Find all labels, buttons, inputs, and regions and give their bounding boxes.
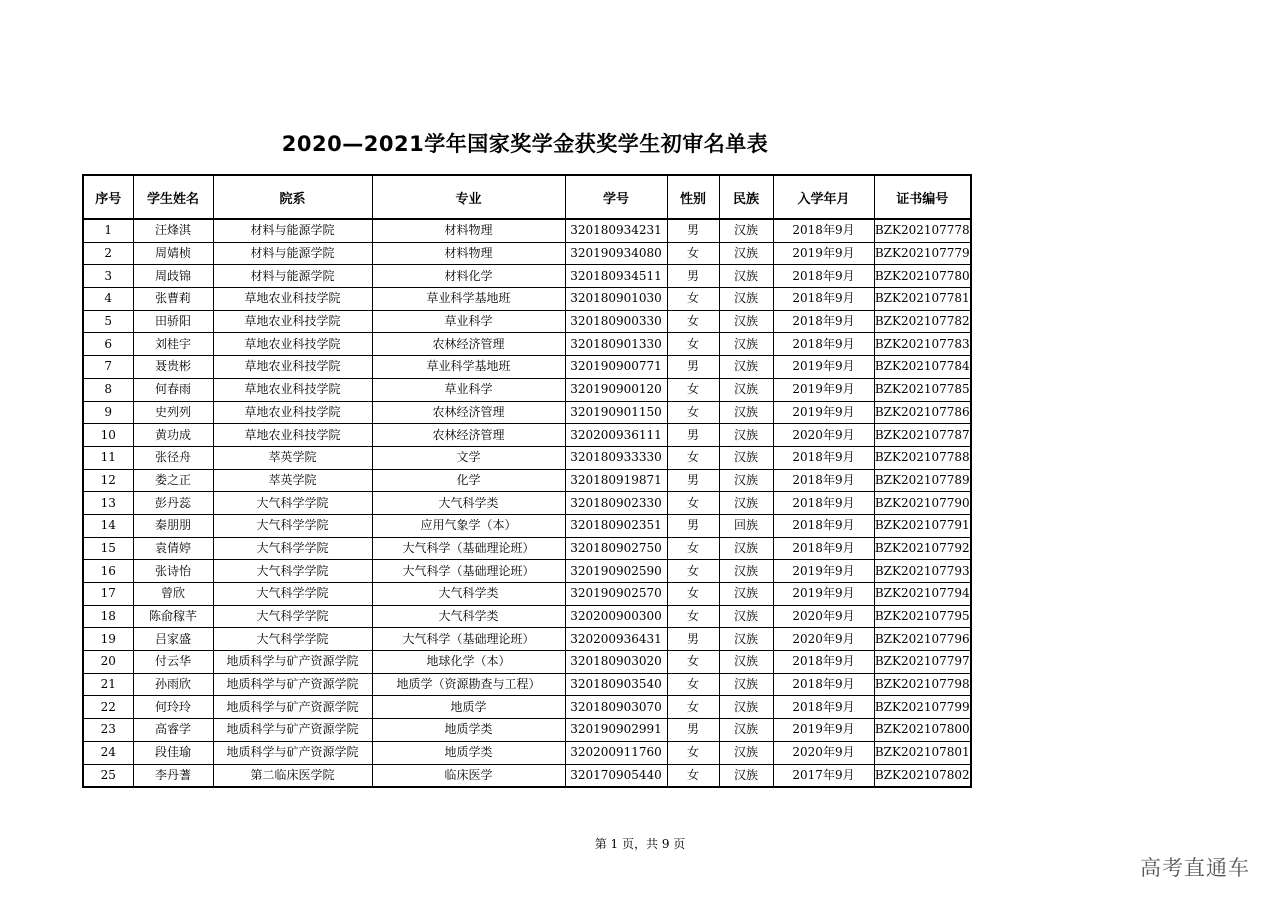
cell-gender: 女 bbox=[667, 242, 719, 265]
table-row bbox=[83, 560, 971, 583]
cell-major: 大气科学类 bbox=[372, 492, 565, 515]
cell-enrollment-date: 2018年9月 bbox=[773, 310, 874, 333]
cell-student-id: 320180919871 bbox=[565, 469, 667, 492]
cell-ethnicity: 汉族 bbox=[719, 628, 773, 651]
table-row bbox=[83, 492, 971, 515]
cell-department: 大气科学学院 bbox=[213, 560, 372, 583]
cell-major: 大气科学类 bbox=[372, 605, 565, 628]
cell-department: 草地农业科技学院 bbox=[213, 288, 372, 311]
cell-enrollment-date: 2020年9月 bbox=[773, 741, 874, 764]
cell-index: 15 bbox=[83, 537, 133, 560]
cell-index: 10 bbox=[83, 424, 133, 447]
table-body bbox=[83, 219, 971, 787]
cell-major: 化学 bbox=[372, 469, 565, 492]
watermark-logo-text: 高考直通车 bbox=[1140, 856, 1250, 880]
cell-index: 24 bbox=[83, 741, 133, 764]
cell-enrollment-date: 2020年9月 bbox=[773, 424, 874, 447]
cell-student-id: 320180934231 bbox=[565, 219, 667, 242]
cell-ethnicity: 汉族 bbox=[719, 378, 773, 401]
cell-enrollment-date: 2018年9月 bbox=[773, 333, 874, 356]
cell-department: 大气科学学院 bbox=[213, 492, 372, 515]
cell-major: 草业科学基地班 bbox=[372, 288, 565, 311]
cell-certificate-no: BZK202107780 bbox=[874, 265, 971, 288]
cell-index: 2 bbox=[83, 242, 133, 265]
cell-enrollment-date: 2020年9月 bbox=[773, 605, 874, 628]
cell-index: 23 bbox=[83, 719, 133, 742]
cell-name: 聂贵彬 bbox=[133, 356, 213, 379]
cell-major: 农林经济管理 bbox=[372, 401, 565, 424]
cell-student-id: 320180902750 bbox=[565, 537, 667, 560]
cell-gender: 女 bbox=[667, 673, 719, 696]
cell-index: 6 bbox=[83, 333, 133, 356]
cell-ethnicity: 汉族 bbox=[719, 242, 773, 265]
cell-ethnicity: 汉族 bbox=[719, 537, 773, 560]
cell-gender: 女 bbox=[667, 560, 719, 583]
cell-gender: 男 bbox=[667, 628, 719, 651]
cell-gender: 女 bbox=[667, 288, 719, 311]
cell-certificate-no: BZK202107789 bbox=[874, 469, 971, 492]
cell-name: 汪烽淇 bbox=[133, 219, 213, 242]
table-row bbox=[83, 719, 971, 742]
cell-enrollment-date: 2018年9月 bbox=[773, 265, 874, 288]
cell-student-id: 320190902991 bbox=[565, 719, 667, 742]
cell-index: 13 bbox=[83, 492, 133, 515]
cell-certificate-no: BZK202107794 bbox=[874, 583, 971, 606]
cell-certificate-no: BZK202107801 bbox=[874, 741, 971, 764]
column-header-name: 学生姓名 bbox=[133, 175, 213, 219]
cell-enrollment-date: 2019年9月 bbox=[773, 719, 874, 742]
cell-department: 地质科学与矿产资源学院 bbox=[213, 651, 372, 674]
table-row bbox=[83, 673, 971, 696]
cell-certificate-no: BZK202107778 bbox=[874, 219, 971, 242]
cell-index: 18 bbox=[83, 605, 133, 628]
cell-major: 农林经济管理 bbox=[372, 333, 565, 356]
cell-enrollment-date: 2019年9月 bbox=[773, 242, 874, 265]
cell-index: 12 bbox=[83, 469, 133, 492]
cell-department: 大气科学学院 bbox=[213, 537, 372, 560]
cell-gender: 男 bbox=[667, 265, 719, 288]
cell-index: 20 bbox=[83, 651, 133, 674]
cell-major: 草业科学 bbox=[372, 310, 565, 333]
cell-major: 草业科学基地班 bbox=[372, 356, 565, 379]
table-row bbox=[83, 265, 971, 288]
cell-gender: 女 bbox=[667, 378, 719, 401]
cell-major: 地质学类 bbox=[372, 719, 565, 742]
cell-index: 21 bbox=[83, 673, 133, 696]
cell-department: 材料与能源学院 bbox=[213, 265, 372, 288]
cell-name: 段佳瑜 bbox=[133, 741, 213, 764]
cell-student-id: 320180934511 bbox=[565, 265, 667, 288]
cell-name: 田骄阳 bbox=[133, 310, 213, 333]
cell-department: 材料与能源学院 bbox=[213, 219, 372, 242]
cell-student-id: 320190902590 bbox=[565, 560, 667, 583]
cell-department: 大气科学学院 bbox=[213, 583, 372, 606]
cell-name: 刘桂宇 bbox=[133, 333, 213, 356]
cell-ethnicity: 汉族 bbox=[719, 219, 773, 242]
cell-certificate-no: BZK202107792 bbox=[874, 537, 971, 560]
cell-name: 袁倩婷 bbox=[133, 537, 213, 560]
cell-enrollment-date: 2019年9月 bbox=[773, 560, 874, 583]
cell-gender: 女 bbox=[667, 446, 719, 469]
table-row bbox=[83, 764, 971, 787]
cell-department: 草地农业科技学院 bbox=[213, 310, 372, 333]
cell-ethnicity: 汉族 bbox=[719, 492, 773, 515]
column-header-enrollment-date: 入学年月 bbox=[773, 175, 874, 219]
cell-name: 何玲玲 bbox=[133, 696, 213, 719]
cell-name: 张诗怡 bbox=[133, 560, 213, 583]
cell-certificate-no: BZK202107783 bbox=[874, 333, 971, 356]
cell-major: 材料化学 bbox=[372, 265, 565, 288]
cell-certificate-no: BZK202107784 bbox=[874, 356, 971, 379]
column-header-major: 专业 bbox=[372, 175, 565, 219]
cell-name: 李丹蓍 bbox=[133, 764, 213, 787]
table-row bbox=[83, 651, 971, 674]
table-row bbox=[83, 401, 971, 424]
cell-gender: 男 bbox=[667, 424, 719, 447]
cell-ethnicity: 汉族 bbox=[719, 764, 773, 787]
cell-name: 高睿学 bbox=[133, 719, 213, 742]
cell-enrollment-date: 2018年9月 bbox=[773, 469, 874, 492]
table-row bbox=[83, 378, 971, 401]
cell-name: 秦朋朋 bbox=[133, 514, 213, 537]
cell-major: 应用气象学（本） bbox=[372, 514, 565, 537]
cell-index: 1 bbox=[83, 219, 133, 242]
table-row bbox=[83, 288, 971, 311]
cell-index: 7 bbox=[83, 356, 133, 379]
cell-enrollment-date: 2018年9月 bbox=[773, 537, 874, 560]
cell-enrollment-date: 2019年9月 bbox=[773, 401, 874, 424]
table-row bbox=[83, 583, 971, 606]
cell-ethnicity: 汉族 bbox=[719, 583, 773, 606]
cell-enrollment-date: 2019年9月 bbox=[773, 378, 874, 401]
cell-certificate-no: BZK202107793 bbox=[874, 560, 971, 583]
cell-ethnicity: 汉族 bbox=[719, 719, 773, 742]
cell-gender: 女 bbox=[667, 583, 719, 606]
cell-certificate-no: BZK202107782 bbox=[874, 310, 971, 333]
cell-enrollment-date: 2018年9月 bbox=[773, 288, 874, 311]
cell-ethnicity: 汉族 bbox=[719, 333, 773, 356]
page-title: 2020—2021学年国家奖学金获奖学生初审名单表 bbox=[281, 132, 769, 156]
cell-gender: 女 bbox=[667, 764, 719, 787]
cell-student-id: 320180902330 bbox=[565, 492, 667, 515]
cell-name: 黄功成 bbox=[133, 424, 213, 447]
cell-gender: 女 bbox=[667, 537, 719, 560]
cell-enrollment-date: 2019年9月 bbox=[773, 583, 874, 606]
cell-student-id: 320180900330 bbox=[565, 310, 667, 333]
table-row bbox=[83, 356, 971, 379]
table-row bbox=[83, 696, 971, 719]
cell-index: 5 bbox=[83, 310, 133, 333]
cell-department: 地质科学与矿产资源学院 bbox=[213, 673, 372, 696]
table-row bbox=[83, 741, 971, 764]
cell-department: 草地农业科技学院 bbox=[213, 356, 372, 379]
cell-index: 17 bbox=[83, 583, 133, 606]
cell-major: 大气科学（基础理论班） bbox=[372, 560, 565, 583]
cell-gender: 女 bbox=[667, 696, 719, 719]
cell-ethnicity: 回族 bbox=[719, 514, 773, 537]
cell-enrollment-date: 2017年9月 bbox=[773, 764, 874, 787]
cell-gender: 女 bbox=[667, 401, 719, 424]
cell-student-id: 320190900120 bbox=[565, 378, 667, 401]
cell-certificate-no: BZK202107787 bbox=[874, 424, 971, 447]
cell-gender: 女 bbox=[667, 741, 719, 764]
cell-student-id: 320200911760 bbox=[565, 741, 667, 764]
cell-enrollment-date: 2018年9月 bbox=[773, 446, 874, 469]
cell-name: 彭丹蕊 bbox=[133, 492, 213, 515]
column-header-department: 院系 bbox=[213, 175, 372, 219]
cell-enrollment-date: 2018年9月 bbox=[773, 492, 874, 515]
cell-name: 张径舟 bbox=[133, 446, 213, 469]
cell-certificate-no: BZK202107797 bbox=[874, 651, 971, 674]
cell-index: 4 bbox=[83, 288, 133, 311]
cell-gender: 男 bbox=[667, 469, 719, 492]
cell-ethnicity: 汉族 bbox=[719, 605, 773, 628]
cell-name: 周婧桢 bbox=[133, 242, 213, 265]
cell-gender: 男 bbox=[667, 514, 719, 537]
cell-department: 第二临床医学院 bbox=[213, 764, 372, 787]
cell-index: 22 bbox=[83, 696, 133, 719]
cell-certificate-no: BZK202107779 bbox=[874, 242, 971, 265]
cell-student-id: 320190901150 bbox=[565, 401, 667, 424]
cell-index: 25 bbox=[83, 764, 133, 787]
cell-major: 大气科学（基础理论班） bbox=[372, 628, 565, 651]
cell-major: 地质学（资源勘查与工程） bbox=[372, 673, 565, 696]
cell-gender: 女 bbox=[667, 333, 719, 356]
cell-student-id: 320180901030 bbox=[565, 288, 667, 311]
cell-department: 地质科学与矿产资源学院 bbox=[213, 696, 372, 719]
column-header-certificate-no: 证书编号 bbox=[874, 175, 971, 219]
cell-student-id: 320200936431 bbox=[565, 628, 667, 651]
cell-ethnicity: 汉族 bbox=[719, 469, 773, 492]
cell-student-id: 320180903020 bbox=[565, 651, 667, 674]
column-header-ethnicity: 民族 bbox=[719, 175, 773, 219]
table-row bbox=[83, 446, 971, 469]
cell-enrollment-date: 2018年9月 bbox=[773, 514, 874, 537]
cell-certificate-no: BZK202107791 bbox=[874, 514, 971, 537]
table-row bbox=[83, 514, 971, 537]
cell-ethnicity: 汉族 bbox=[719, 401, 773, 424]
cell-major: 材料物理 bbox=[372, 219, 565, 242]
table-row bbox=[83, 537, 971, 560]
cell-ethnicity: 汉族 bbox=[719, 673, 773, 696]
cell-ethnicity: 汉族 bbox=[719, 265, 773, 288]
cell-department: 地质科学与矿产资源学院 bbox=[213, 719, 372, 742]
table-row bbox=[83, 469, 971, 492]
cell-index: 11 bbox=[83, 446, 133, 469]
cell-major: 草业科学 bbox=[372, 378, 565, 401]
cell-name: 周歧锦 bbox=[133, 265, 213, 288]
cell-ethnicity: 汉族 bbox=[719, 696, 773, 719]
cell-student-id: 320180902351 bbox=[565, 514, 667, 537]
cell-department: 材料与能源学院 bbox=[213, 242, 372, 265]
cell-major: 大气科学类 bbox=[372, 583, 565, 606]
cell-department: 萃英学院 bbox=[213, 446, 372, 469]
cell-gender: 男 bbox=[667, 219, 719, 242]
page-number: 第 1 页，共 9 页 bbox=[594, 837, 686, 851]
award-roster-table bbox=[82, 174, 972, 788]
cell-index: 16 bbox=[83, 560, 133, 583]
cell-student-id: 320180903070 bbox=[565, 696, 667, 719]
cell-major: 临床医学 bbox=[372, 764, 565, 787]
cell-department: 草地农业科技学院 bbox=[213, 401, 372, 424]
cell-gender: 女 bbox=[667, 310, 719, 333]
cell-index: 3 bbox=[83, 265, 133, 288]
table-row bbox=[83, 333, 971, 356]
cell-ethnicity: 汉族 bbox=[719, 741, 773, 764]
column-header-student-id: 学号 bbox=[565, 175, 667, 219]
cell-department: 草地农业科技学院 bbox=[213, 378, 372, 401]
cell-department: 草地农业科技学院 bbox=[213, 333, 372, 356]
cell-student-id: 320180901330 bbox=[565, 333, 667, 356]
cell-student-id: 320200900300 bbox=[565, 605, 667, 628]
cell-ethnicity: 汉族 bbox=[719, 560, 773, 583]
cell-major: 文学 bbox=[372, 446, 565, 469]
cell-major: 地质学类 bbox=[372, 741, 565, 764]
cell-name: 孙雨欣 bbox=[133, 673, 213, 696]
cell-student-id: 320190900771 bbox=[565, 356, 667, 379]
cell-department: 地质科学与矿产资源学院 bbox=[213, 741, 372, 764]
cell-certificate-no: BZK202107798 bbox=[874, 673, 971, 696]
cell-department: 萃英学院 bbox=[213, 469, 372, 492]
cell-gender: 女 bbox=[667, 605, 719, 628]
cell-gender: 男 bbox=[667, 356, 719, 379]
cell-student-id: 320180933330 bbox=[565, 446, 667, 469]
cell-name: 张曹莉 bbox=[133, 288, 213, 311]
cell-name: 娄之正 bbox=[133, 469, 213, 492]
cell-department: 大气科学学院 bbox=[213, 514, 372, 537]
cell-student-id: 320190934080 bbox=[565, 242, 667, 265]
cell-department: 大气科学学院 bbox=[213, 605, 372, 628]
cell-certificate-no: BZK202107796 bbox=[874, 628, 971, 651]
cell-name: 何春雨 bbox=[133, 378, 213, 401]
cell-gender: 男 bbox=[667, 719, 719, 742]
cell-department: 大气科学学院 bbox=[213, 628, 372, 651]
table-row bbox=[83, 424, 971, 447]
table-row bbox=[83, 605, 971, 628]
table-row bbox=[83, 310, 971, 333]
cell-certificate-no: BZK202107788 bbox=[874, 446, 971, 469]
cell-name: 曾欣 bbox=[133, 583, 213, 606]
cell-certificate-no: BZK202107786 bbox=[874, 401, 971, 424]
cell-index: 19 bbox=[83, 628, 133, 651]
cell-enrollment-date: 2020年9月 bbox=[773, 628, 874, 651]
cell-enrollment-date: 2018年9月 bbox=[773, 219, 874, 242]
cell-certificate-no: BZK202107800 bbox=[874, 719, 971, 742]
cell-ethnicity: 汉族 bbox=[719, 356, 773, 379]
cell-major: 地质学 bbox=[372, 696, 565, 719]
cell-name: 史列列 bbox=[133, 401, 213, 424]
table-row bbox=[83, 219, 971, 242]
column-header-gender: 性别 bbox=[667, 175, 719, 219]
cell-ethnicity: 汉族 bbox=[719, 424, 773, 447]
cell-enrollment-date: 2018年9月 bbox=[773, 696, 874, 719]
cell-ethnicity: 汉族 bbox=[719, 651, 773, 674]
cell-certificate-no: BZK202107785 bbox=[874, 378, 971, 401]
cell-student-id: 320180903540 bbox=[565, 673, 667, 696]
cell-certificate-no: BZK202107802 bbox=[874, 764, 971, 787]
cell-department: 草地农业科技学院 bbox=[213, 424, 372, 447]
cell-gender: 女 bbox=[667, 651, 719, 674]
cell-student-id: 320200936111 bbox=[565, 424, 667, 447]
cell-ethnicity: 汉族 bbox=[719, 310, 773, 333]
cell-certificate-no: BZK202107795 bbox=[874, 605, 971, 628]
cell-enrollment-date: 2019年9月 bbox=[773, 356, 874, 379]
cell-name: 陈俞稼芊 bbox=[133, 605, 213, 628]
cell-gender: 女 bbox=[667, 492, 719, 515]
cell-student-id: 320170905440 bbox=[565, 764, 667, 787]
cell-major: 材料物理 bbox=[372, 242, 565, 265]
cell-enrollment-date: 2018年9月 bbox=[773, 673, 874, 696]
cell-index: 8 bbox=[83, 378, 133, 401]
column-header-index: 序号 bbox=[83, 175, 133, 219]
cell-certificate-no: BZK202107799 bbox=[874, 696, 971, 719]
cell-certificate-no: BZK202107790 bbox=[874, 492, 971, 515]
cell-ethnicity: 汉族 bbox=[719, 446, 773, 469]
cell-major: 地球化学（本） bbox=[372, 651, 565, 674]
cell-major: 大气科学（基础理论班） bbox=[372, 537, 565, 560]
cell-student-id: 320190902570 bbox=[565, 583, 667, 606]
cell-name: 付云华 bbox=[133, 651, 213, 674]
cell-index: 14 bbox=[83, 514, 133, 537]
table-row bbox=[83, 242, 971, 265]
cell-ethnicity: 汉族 bbox=[719, 288, 773, 311]
cell-certificate-no: BZK202107781 bbox=[874, 288, 971, 311]
cell-major: 农林经济管理 bbox=[372, 424, 565, 447]
table-row bbox=[83, 628, 971, 651]
table-header-row bbox=[83, 175, 971, 219]
cell-enrollment-date: 2018年9月 bbox=[773, 651, 874, 674]
cell-index: 9 bbox=[83, 401, 133, 424]
cell-name: 吕家盛 bbox=[133, 628, 213, 651]
